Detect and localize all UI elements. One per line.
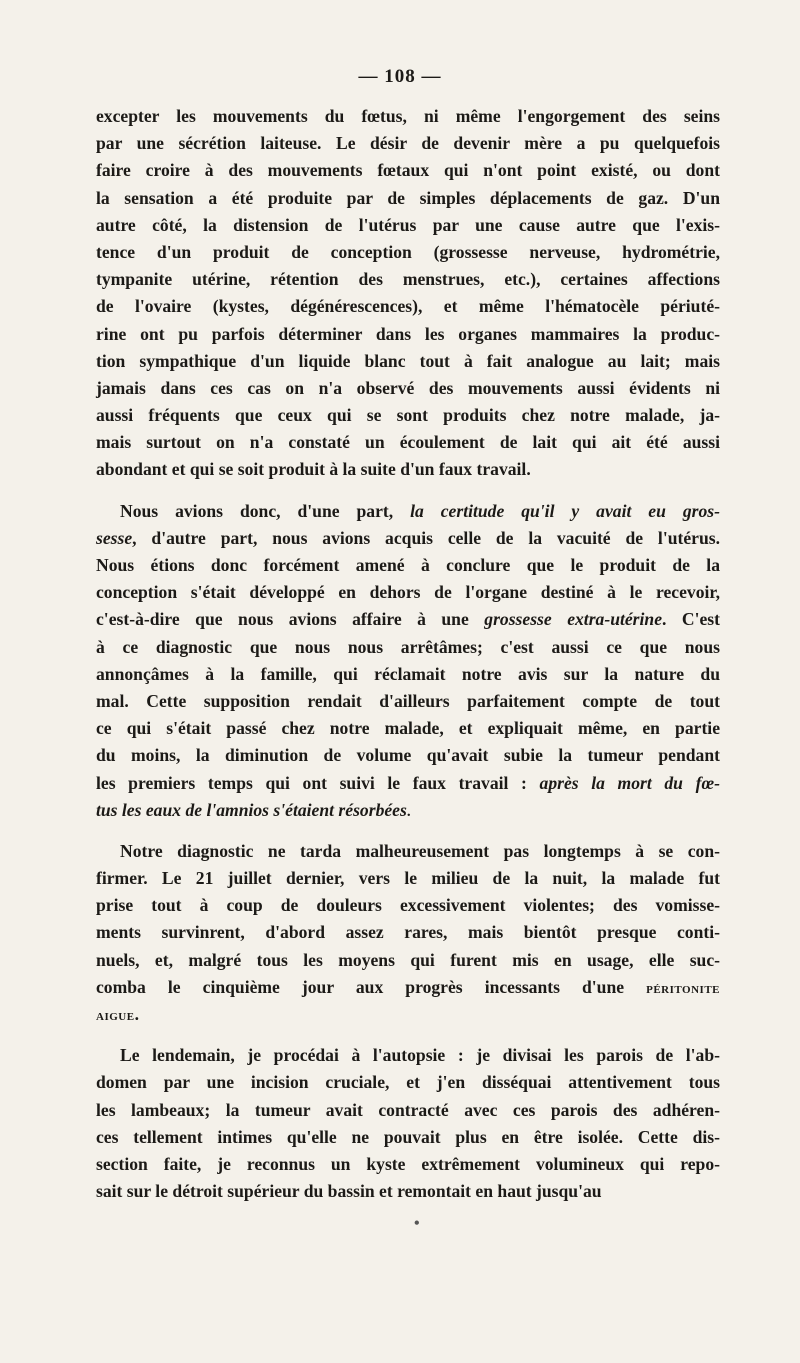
text-segment: ce qui s'était passé chez notre malade, et expliquait même, en partie <box>96 718 720 739</box>
text-segment: faire croire à des mouvements fœtaux qui n'ont point existé, ou dont <box>96 160 720 181</box>
text-segment: par une sécrétion laiteuse. Le désir de devenir mère a pu quelquefois <box>96 133 720 154</box>
text-segment: comba le cinquième jour aux progrès incessants d'une <box>96 976 647 997</box>
paragraph <box>96 498 720 824</box>
text-line <box>96 1151 720 1178</box>
text-segment: à ce diagnostic que nous nous arrêtâmes; c'est aussi ce que nous <box>96 636 720 657</box>
text-segment: Notre diagnostic ne tarda malheureusement pas longtemps à se con- <box>120 840 720 861</box>
text-segment: mal. Cette supposition rendait d'ailleurs parfaitement compte de tout <box>96 690 720 711</box>
text-segment: sait sur le détroit supérieur du bassin et remontait en haut jusqu'au <box>96 1181 602 1202</box>
text-line <box>96 375 720 402</box>
text-segment: aussi fréquents que ceux qui se sont produits chez notre malade, ja- <box>96 405 720 426</box>
text-segment: . C'est <box>662 609 721 630</box>
text-segment: la certitude qu'il y avait eu gros- <box>410 500 720 521</box>
text-line <box>96 456 720 483</box>
text-line <box>96 157 720 184</box>
text-line <box>96 185 720 212</box>
paragraph-gap <box>96 824 720 838</box>
text-line <box>96 797 720 824</box>
body-text <box>96 103 720 1205</box>
text-segment: ces tellement intimes qu'elle ne pouvait plus en être isolée. Cette dis- <box>96 1126 720 1147</box>
text-segment: firmer. Le 21 juillet dernier, vers le milieu de la nuit, la malade fut <box>96 868 720 889</box>
text-segment: de l'ovaire (kystes, dégénérescences), et même l'hématocèle périuté- <box>96 296 720 317</box>
text-segment: résorbées <box>338 799 407 820</box>
text-segment: , d'autre part, nous avions acquis celle de la vacuité de l'utérus. <box>132 527 720 548</box>
text-segment: conception s'était développé en dehors de l'organe destiné à le recevoir, <box>96 582 720 603</box>
text-segment: Nous avions donc, d'une part, <box>120 500 411 521</box>
text-segment: c'est-à-dire que nous avions affaire à une <box>96 609 485 630</box>
text-segment: autre côté, la distension de l'utérus par une cause autre que l'exis- <box>96 214 720 235</box>
text-line <box>96 715 720 742</box>
text-line <box>96 525 720 552</box>
text-segment: rine ont pu parfois déterminer dans les organes mammaires la produc- <box>96 323 720 344</box>
text-segment: tence d'un produit de conception (grossesse nerveuse, hydrométrie, <box>96 241 720 262</box>
text-segment: prise tout à coup de douleurs excessivement violentes; des vomisse- <box>96 895 720 916</box>
text-line <box>96 919 720 946</box>
text-line <box>96 293 720 320</box>
text-line <box>96 498 720 525</box>
text-segment: excepter les mouvements du fœtus, ni même l'engorgement des seins <box>96 106 720 126</box>
text-segment: du moins, la diminution de volume qu'avait subie la tumeur pendant <box>96 745 720 766</box>
text-line <box>96 1001 720 1028</box>
text-segment: péritonite <box>646 980 720 997</box>
text-segment: grossesse extra-utérine <box>484 609 663 630</box>
text-segment: Nous étions donc forcément amené à conclure que le produit de la <box>96 555 720 575</box>
paragraph <box>96 103 720 484</box>
text-line <box>96 212 720 239</box>
text-line <box>96 661 720 688</box>
text-line <box>96 865 720 892</box>
text-segment: jamais dans ces cas on n'a observé des mouvements aussi évidents ni <box>96 377 720 398</box>
text-line <box>96 838 720 865</box>
page-number: — 108 — <box>358 66 442 87</box>
paragraph <box>96 1042 720 1205</box>
paragraph-gap <box>96 1028 720 1042</box>
text-line <box>96 1042 720 1069</box>
text-line <box>96 634 720 661</box>
text-segment: annonçâmes à la famille, qui réclamait notre avis sur la nature du <box>96 663 720 684</box>
text-segment: domen par une incision cruciale, et j'en disséquai attentivement tous <box>96 1072 720 1093</box>
text-line <box>96 770 720 797</box>
ink-speck: • <box>414 1215 420 1232</box>
text-segment: tympanite utérine, rétention des menstrues, etc.), certaines affections <box>96 269 720 290</box>
text-line <box>96 1097 720 1124</box>
text-line <box>96 239 720 266</box>
text-segment: tion sympathique d'un liquide blanc tout à fait analogue au lait; mais <box>96 350 720 371</box>
text-segment: . <box>406 803 412 820</box>
text-line <box>96 266 720 293</box>
paragraph-gap <box>96 484 720 498</box>
text-segment: après la mort du fœ- <box>539 772 720 793</box>
text-line <box>96 579 720 606</box>
text-segment: . <box>134 1004 139 1024</box>
text-line <box>96 947 720 974</box>
text-line <box>96 1069 720 1096</box>
paragraph <box>96 838 720 1028</box>
text-line <box>96 321 720 348</box>
text-line <box>96 1124 720 1151</box>
text-segment: aigue <box>96 1008 135 1024</box>
text-segment: section faite, je reconnus un kyste extrêmement volumineux qui repo- <box>96 1153 720 1174</box>
text-segment: les premiers temps qui ont suivi le faux travail : <box>96 772 540 793</box>
text-segment: tus les eaux de l'amnios s'étaient <box>96 799 339 820</box>
text-segment: abondant et qui se soit produit à la suite d'un faux travail. <box>96 459 531 480</box>
text-line <box>96 892 720 919</box>
text-line <box>96 1178 720 1205</box>
text-line <box>96 974 720 1001</box>
text-segment: Le lendemain, je procédai à l'autopsie : je divisai les parois de l'ab- <box>120 1045 720 1066</box>
text-line <box>96 402 720 429</box>
text-line <box>96 348 720 375</box>
text-segment: les lambeaux; la tumeur avait contracté avec ces parois des adhéren- <box>96 1099 720 1120</box>
text-line <box>96 552 720 579</box>
text-line <box>96 103 720 130</box>
text-segment: mais surtout on n'a constaté un écoulement de lait qui ait été aussi <box>96 432 720 453</box>
text-segment: la sensation a été produite par de simples déplacements de gaz. D'un <box>96 187 720 208</box>
text-line <box>96 606 720 633</box>
text-segment: ments survinrent, d'abord assez rares, mais bientôt presque conti- <box>96 922 720 943</box>
text-line <box>96 429 720 456</box>
text-line <box>96 130 720 157</box>
text-segment: sesse <box>96 527 133 548</box>
text-line <box>96 742 720 769</box>
text-segment: nuels, et, malgré tous les moyens qui furent mis en usage, elle suc- <box>96 949 720 970</box>
text-line <box>96 688 720 715</box>
